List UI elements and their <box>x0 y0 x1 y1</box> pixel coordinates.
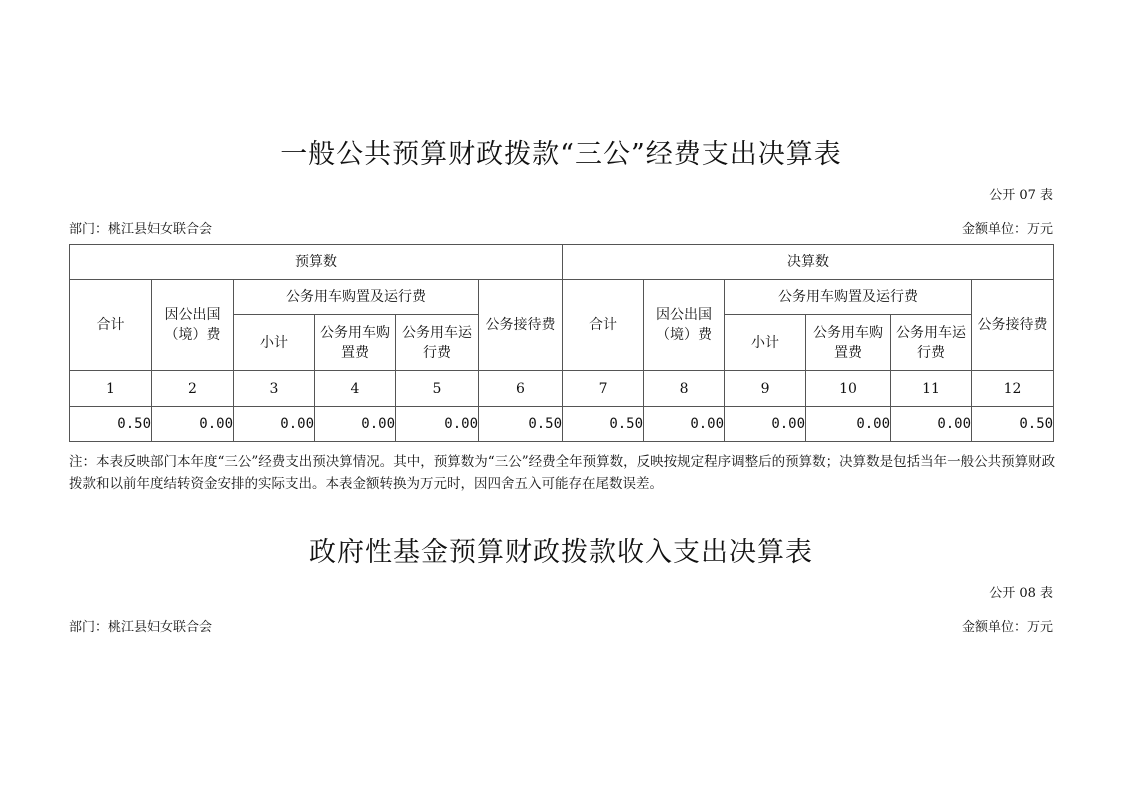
value-cell: 0.00 <box>152 407 234 442</box>
table08-unit: 金额单位：万元 <box>961 620 1053 635</box>
final-subtotal-header: 小计 <box>725 315 806 371</box>
budget-operation-header: 公务用车运行费 <box>396 315 479 371</box>
budget-group-header: 预算数 <box>70 245 563 280</box>
value-cell: 0.00 <box>234 407 315 442</box>
table08-title: 政府性基金预算财政拨款收入支出决算表 <box>309 537 813 568</box>
index-cell: 10 <box>806 371 891 407</box>
value-cell: 0.00 <box>644 407 725 442</box>
final-reception-header: 公务接待费 <box>972 280 1054 371</box>
value-cell: 0.50 <box>972 407 1054 442</box>
table07-unit: 金额单位：万元 <box>961 222 1053 237</box>
final-total-header: 合计 <box>563 280 644 371</box>
budget-purchase-header: 公务用车购置费 <box>315 315 396 371</box>
values-row <box>70 407 1054 442</box>
index-cell: 7 <box>563 371 644 407</box>
budget-abroad-header: 因公出国（境）费 <box>152 280 234 371</box>
three-public-expenses-table <box>69 244 1054 442</box>
table07-department: 部门：桃江县妇女联合会 <box>69 222 213 237</box>
budget-reception-header: 公务接待费 <box>479 280 563 371</box>
table08-department: 部门：桃江县妇女联合会 <box>69 620 213 635</box>
table07-title: 一般公共预算财政拨款“三公”经费支出决算表 <box>280 139 842 170</box>
value-cell: 0.50 <box>70 407 152 442</box>
index-cell: 11 <box>891 371 972 407</box>
final-abroad-header: 因公出国（境）费 <box>644 280 725 371</box>
value-cell: 0.00 <box>725 407 806 442</box>
index-cell: 3 <box>234 371 315 407</box>
index-cell: 6 <box>479 371 563 407</box>
value-cell: 0.00 <box>806 407 891 442</box>
budget-vehicle-header: 公务用车购置及运行费 <box>234 280 479 315</box>
budget-total-header: 合计 <box>70 280 152 371</box>
final-group-header: 决算数 <box>563 245 1054 280</box>
table08-code: 公开 08 表 <box>989 586 1053 601</box>
table07-note: 注：本表反映部门本年度“三公”经费支出预决算情况。其中，预算数为“三公”经费全年预算数，反映按规定程序调整后的预算数；决算数是包括当年一般公共预算财政拨款和以前年度结转资金安排的实际支出。本表金额转换为万元时，因四舍五入可能存在尾数误差。 <box>69 454 1056 492</box>
index-row <box>70 371 1054 407</box>
index-cell: 5 <box>396 371 479 407</box>
table07-code: 公开 07 表 <box>989 188 1053 203</box>
index-cell: 8 <box>644 371 725 407</box>
index-cell: 9 <box>725 371 806 407</box>
value-cell: 0.50 <box>563 407 644 442</box>
index-cell: 12 <box>972 371 1054 407</box>
final-purchase-header: 公务用车购置费 <box>806 315 891 371</box>
final-vehicle-header: 公务用车购置及运行费 <box>725 280 972 315</box>
index-cell: 1 <box>70 371 152 407</box>
index-cell: 4 <box>315 371 396 407</box>
value-cell: 0.00 <box>891 407 972 442</box>
value-cell: 0.50 <box>479 407 563 442</box>
value-cell: 0.00 <box>315 407 396 442</box>
final-operation-header: 公务用车运行费 <box>891 315 972 371</box>
index-cell: 2 <box>152 371 234 407</box>
value-cell: 0.00 <box>396 407 479 442</box>
budget-subtotal-header: 小计 <box>234 315 315 371</box>
